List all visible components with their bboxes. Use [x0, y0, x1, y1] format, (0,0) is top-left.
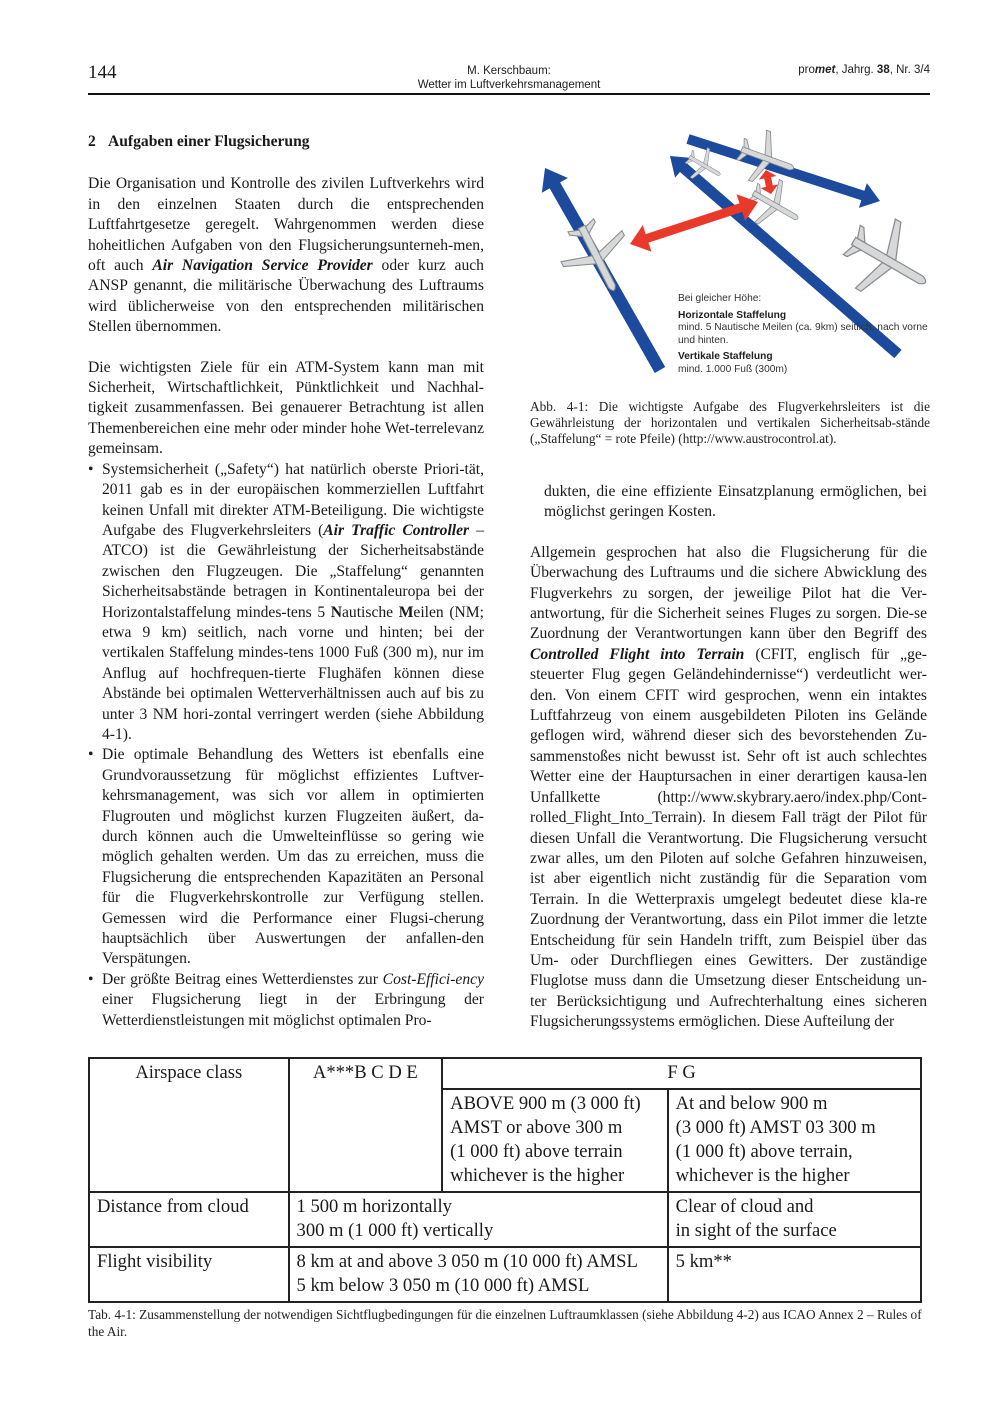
header-airspace-class: Airspace class	[89, 1058, 289, 1192]
figure-legend	[678, 293, 938, 380]
cell-fg-below: Clear of cloud and in sight of the surface	[668, 1192, 921, 1247]
table-caption: Tab. 4-1: Zusammenstellung der notwendigen Sichtflugbedingungen für die einzelnen Luftraumklassen (siehe Abbildung 4-2) aus ICAO Annex 2 – Rules of the Air.	[88, 1307, 922, 1339]
cell-abcde-fg-above: 1 500 m horizontally 300 m (1 000 ft) vertically	[289, 1192, 668, 1247]
list-item: • Systemsicherheit („Safety“) hat natürlich oberste Priori-tät, 2011 gab es in der europäischen kommerziellen Luftfahrt keinen Unfall mit direkter ATM-Beteiligung. Die wichtigste Aufgabe des Flugverkehrsleiters (Air Traffic Controller – ATCO) ist die Gewährleistung der Sicherheitsabstände zwischen den Flugzeugen. Die „Staffelung“ genannten Sicherheitsabstände betragen in Kontinentaleuropa bei der Horizontalstaffelung mindes-tens 5 Nautische Meilen (NM; etwa 9 km) seitlich, nach vorne und hinten; bei der vertikalen Staffelung mindes-tens 1000 Fuß (300 m), nur im Anflug auf hochfrequen-tierte Flughäfen können diese Abstände bei optimalen Wetterverhältnissen auch auf bis zu unter 3 NM hori-zontal verringert werden (siehe Abbildung 4-1).	[88, 460, 484, 743]
figure-caption: Abb. 4-1: Die wichtigste Aufgabe des Flugverkehrsleiters ist die Gewährleistung der horizontalen und vertikalen Sicherheitsab-stände („Staffelung“ = rote Pfeile) (http://www.austrocontrol.at).	[530, 399, 930, 447]
subheader-fg-above: ABOVE 900 m (3 000 ft) AMST or above 300 m (1 000 ft) above terrain whichever is the higher	[442, 1089, 667, 1192]
header-classes-abcde: A***B C D E	[289, 1058, 443, 1192]
bullet-icon: •	[88, 460, 94, 478]
term-atco: Air Traffic Controller	[323, 521, 470, 539]
aircraft-left	[550, 210, 644, 306]
row-label: Flight visibility	[89, 1247, 289, 1302]
paragraph-intro: Die Organisation und Kontrolle des zivilen Luftverkehrs wird in den einzelnen Staaten durch die entsprechenden Luftfahrtgesetze geregelt. Wahrgenommen werden diese hoheitlichen Aufgaben von den Flugsicherungsunterneh-men, oft auch Air Navigation Service Provider oder kurz auch ANSP genannt, die militärische Überwachung des Luftraums wird üblicherweise von den entsprechenden militärischen Stellen übernommen.	[88, 175, 484, 336]
cell-fg-below: 5 km**	[668, 1247, 921, 1302]
legend-vertical-text: mind. 1.000 Fuß (300m)	[678, 363, 788, 375]
vfr-conditions-table	[88, 1057, 922, 1303]
aircraft-wing	[595, 231, 630, 261]
bullet-icon: •	[88, 746, 94, 764]
author: M. Kerschbaum:	[467, 65, 551, 77]
page-number: 144	[88, 62, 117, 83]
term-cost-efficiency: Cost-Effici-ency	[382, 970, 484, 988]
legend-horizontal	[678, 310, 938, 348]
table-row	[89, 1192, 921, 1247]
left-column	[88, 132, 484, 1031]
legend-vertical	[678, 351, 938, 376]
paragraph-atm-goals: Die wichtigsten Ziele für ein ATM-System kann man mit Sicherheit, Wirtschaftlichkeit, Pünktlichkeit und Nachhal-tigkeit zusammenfassen. Bei genauerer Betrachtung ist allen Themenbereichen eine mehr oder minder hohe Wet-terrelevanz gemeinsam.	[88, 358, 484, 458]
bullet-icon: •	[88, 970, 94, 988]
vfr-table-container	[88, 1057, 922, 1303]
header-rule	[88, 93, 930, 95]
journal-name-prefix: pro	[798, 64, 815, 76]
cell-abcde-fg-above: 8 km at and above 3 050 m (10 000 ft) AMSL 5 km below 3 050 m (10 000 ft) AMSL	[289, 1247, 668, 1302]
paragraph-cfit: Allgemein gesprochen hat also die Flugsicherung für die Überwachung des Luftraums und die sichere Abwicklung des Flugverkehrs zu sorgen, der jeweilige Pilot hat die Ver-antwortung, für die Sicherheit seines Fluges zu sorgen. Die-se Zuordnung der Verantwortungen kann über den Begriff des Controlled Flight into Terrain (CFIT, englisch für „ge-steuerter Flug gegen Geländehindernisse“) verdeutlicht wer-den. Von einem CFIT wird gesprochen, wenn ein intaktes Luftfahrzeug von einem ausgebildeten Piloten ins Gelände geflogen wird, während dieser sich des bevorstehenden Zu-sammenstoßes nicht bewusst ist. Sehr oft ist auch schlechtes Wetter eine der Hauptursachen in einer derartigen kausa-len Unfallkette (http://www.skybrary.aero/index.php/Cont-rolled_Flight_Into_Terrain). In diesem Fall trägt der Pilot für diesen Unfall die Verantwortung. Die Flugsicherung versucht zwar alles, um den Piloten auf solche Gefahren hinzuweisen, ist aber eigentlich nicht zuständig für die Separation vom Terrain. In die Wetterpraxis umgelegt bedeutet diese kla-re Zuordnung der Verantwortung, dass ein Pilot immer die letzte Entscheidung für sein Handeln trifft, zum Beispiel über das Um- oder Durchfliegen eines Gewitters. Der zuständige Fluglotse muss dann die Umsetzung dieser Entscheidung un-ter Berücksichtigung und Aufrechterhaltung eines sicheren Flugsicherungssystems ermöglichen. Diese Aufteilung der	[530, 543, 927, 1031]
running-title: Wetter im Luftverkehrsmanagement	[417, 79, 601, 91]
journal-name-emphasis: met	[814, 64, 836, 76]
journal-reference	[798, 64, 930, 76]
journal-issue: , Nr. 3/4	[889, 64, 930, 76]
subheader-fg-below: At and below 900 m (3 000 ft) AMST 03 300 m (1 000 ft) above terrain, whichever is the higher	[668, 1089, 921, 1192]
section-number: 2	[88, 133, 96, 150]
journal-volume: 38	[876, 64, 890, 76]
aircraft-wing	[758, 130, 779, 157]
legend-intro: Bei gleicher Höhe:	[678, 293, 762, 304]
table-header-row	[89, 1058, 921, 1089]
header-classes-fg: F G	[442, 1058, 921, 1089]
section-heading	[88, 132, 484, 152]
bullet-list	[88, 460, 484, 1031]
paragraph-continuation: dukten, die eine effiziente Einsatzplanung ermöglichen, bei möglichst geringen Kosten.	[544, 483, 927, 521]
legend-horizontal-text: mind. 5 Nautische Meilen (ca. 9km) seitlich, nach vorne und hinten.	[678, 322, 928, 346]
row-label: Distance from cloud	[89, 1192, 289, 1247]
running-header	[88, 62, 930, 94]
journal-year-label: , Jahrg.	[835, 64, 877, 76]
table-row	[89, 1247, 921, 1302]
section-title: Aufgaben einer Flugsicherung	[108, 133, 310, 150]
right-column	[530, 482, 927, 1053]
legend-horizontal-title: Horizontale Staffelung	[678, 309, 787, 321]
vertical-separation-arrow	[759, 170, 778, 194]
term-ansp: Air Navigation Service Provider	[152, 257, 373, 275]
list-item: • Die optimale Behandlung des Wetters ist ebenfalls eine Grundvoraussetzung für möglichst effizientes Luftver-kehrsmanagement, was sich vor allem in optimierten Flugrouten und möglichst kurzen Flugzeiten äußert, da-durch können auch die Umwelteinflüsse so gering wie möglich gehalten werden. Um das zu erreichen, muss die Flugsicherung die entsprechenden Kapazitäten an Personal für die Flugverkehrskontrolle zur Verfügung stellen. Gemessen wird die Performance einer Flugsi-cherung hauptsächlich über Auswertungen der anfallen-den Verspätungen.	[88, 746, 484, 968]
list-item: • Der größte Beitrag eines Wetterdienstes zur Cost-Effici-ency einer Flugsicherung liegt in der Erbringung der Wetterdienstleistungen mit möglichst optimalen Pro-	[88, 970, 484, 1029]
legend-vertical-title: Vertikale Staffelung	[678, 351, 773, 362]
term-cfit: Controlled Flight into Terrain	[530, 645, 745, 663]
